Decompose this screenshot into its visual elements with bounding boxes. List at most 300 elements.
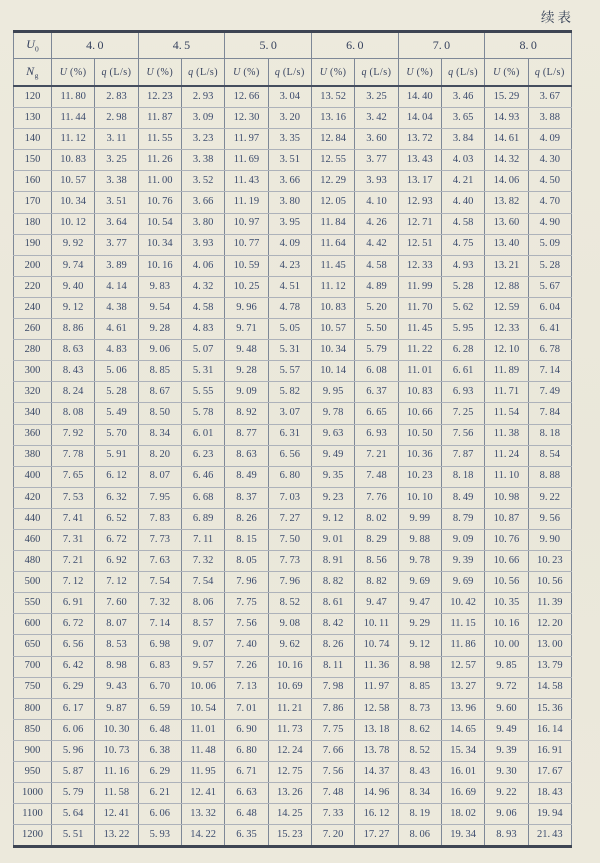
value-cell: 9. 95 — [311, 382, 354, 403]
value-cell: 5. 87 — [52, 762, 95, 783]
ne-cell: 340 — [14, 403, 52, 424]
value-cell: 15. 29 — [485, 86, 528, 108]
value-cell: 7. 54 — [181, 572, 224, 593]
value-cell: 4. 09 — [528, 129, 571, 150]
group-header-8.0: 8. 0 — [485, 32, 572, 59]
value-cell: 6. 71 — [225, 762, 268, 783]
value-cell: 7. 56 — [225, 614, 268, 635]
value-cell: 9. 72 — [485, 677, 528, 698]
value-cell: 6. 80 — [268, 466, 311, 487]
u-header-5.0 — [225, 59, 268, 87]
value-cell: 3. 60 — [355, 129, 398, 150]
value-cell: 5. 51 — [52, 825, 95, 847]
ne-cell: 440 — [14, 508, 52, 529]
value-cell: 9. 30 — [485, 762, 528, 783]
value-cell: 8. 05 — [225, 551, 268, 572]
value-cell: 8. 85 — [138, 361, 181, 382]
value-cell: 6. 29 — [138, 762, 181, 783]
value-cell: 11. 58 — [95, 783, 138, 804]
value-cell: 4. 38 — [95, 297, 138, 318]
value-cell: 5. 05 — [268, 319, 311, 340]
value-cell: 5. 31 — [181, 361, 224, 382]
value-cell: 6. 98 — [138, 635, 181, 656]
value-cell: 6. 63 — [225, 783, 268, 804]
value-cell: 10. 30 — [95, 719, 138, 740]
table-header — [14, 32, 572, 87]
value-cell: 7. 12 — [95, 572, 138, 593]
ng-subscript: g — [34, 71, 39, 80]
unit-label: (%) — [240, 66, 260, 78]
value-cell: 15. 23 — [268, 825, 311, 847]
value-cell: 10. 14 — [311, 361, 354, 382]
value-cell: 4. 70 — [528, 192, 571, 213]
value-cell: 9. 47 — [398, 593, 441, 614]
value-cell: 10. 42 — [441, 593, 484, 614]
value-cell: 7. 56 — [311, 762, 354, 783]
unit-label: (L/s) — [193, 66, 219, 78]
value-cell: 3. 77 — [355, 150, 398, 171]
value-cell: 9. 01 — [311, 529, 354, 550]
value-cell: 7. 33 — [311, 804, 354, 825]
value-cell: 10. 54 — [138, 213, 181, 234]
value-cell: 7. 92 — [52, 424, 95, 445]
value-cell: 6. 59 — [138, 698, 181, 719]
value-cell: 6. 72 — [95, 529, 138, 550]
value-cell: 11. 87 — [138, 108, 181, 129]
ne-cell: 200 — [14, 255, 52, 276]
u0-subscript: 0 — [34, 44, 39, 54]
value-cell: 13. 16 — [311, 108, 354, 129]
value-cell: 11. 89 — [485, 361, 528, 382]
value-cell: 6. 46 — [181, 466, 224, 487]
value-cell: 13. 00 — [528, 635, 571, 656]
unit-label: (%) — [327, 66, 347, 78]
value-cell: 8. 18 — [528, 424, 571, 445]
value-cell: 5. 55 — [181, 382, 224, 403]
value-cell: 12. 58 — [355, 698, 398, 719]
value-cell: 3. 35 — [268, 129, 311, 150]
unit-label: (%) — [154, 66, 174, 78]
value-cell: 6. 93 — [441, 382, 484, 403]
value-cell: 5. 82 — [268, 382, 311, 403]
value-cell: 11. 73 — [268, 719, 311, 740]
ne-cell: 550 — [14, 593, 52, 614]
unit-label: (L/s) — [540, 66, 565, 78]
value-cell: 17. 27 — [355, 825, 398, 847]
value-cell: 14. 04 — [398, 108, 441, 129]
table-row — [14, 297, 572, 318]
value-cell: 14. 25 — [268, 804, 311, 825]
u-header-4.0 — [52, 59, 95, 87]
value-cell: 11. 24 — [485, 445, 528, 466]
value-cell: 15. 36 — [528, 698, 571, 719]
value-cell: 7. 11 — [181, 529, 224, 550]
value-cell: 3. 67 — [528, 86, 571, 108]
value-cell: 8. 24 — [52, 382, 95, 403]
value-cell: 11. 21 — [268, 698, 311, 719]
value-cell: 10. 00 — [485, 635, 528, 656]
value-cell: 8. 79 — [441, 508, 484, 529]
value-cell: 10. 69 — [268, 677, 311, 698]
ne-cell: 460 — [14, 529, 52, 550]
value-cell: 14. 32 — [485, 150, 528, 171]
value-cell: 8. 85 — [398, 677, 441, 698]
value-cell: 7. 87 — [441, 445, 484, 466]
value-cell: 9. 39 — [485, 740, 528, 761]
q-symbol: q — [101, 66, 108, 78]
value-cell: 3. 38 — [181, 150, 224, 171]
value-cell: 6. 80 — [225, 740, 268, 761]
value-cell: 10. 23 — [398, 466, 441, 487]
value-cell: 13. 82 — [485, 192, 528, 213]
value-cell: 6. 56 — [268, 445, 311, 466]
u-symbol: U — [233, 66, 241, 78]
value-cell: 3. 07 — [268, 403, 311, 424]
value-cell: 9. 71 — [225, 319, 268, 340]
u-symbol: U — [406, 66, 415, 78]
q-symbol: q — [274, 66, 281, 78]
value-cell: 3. 65 — [441, 108, 484, 129]
ng-symbol: N — [26, 64, 35, 78]
value-cell: 5. 79 — [355, 340, 398, 361]
ne-cell: 280 — [14, 340, 52, 361]
ne-cell: 380 — [14, 445, 52, 466]
value-cell: 9. 07 — [181, 635, 224, 656]
value-cell: 5. 78 — [181, 403, 224, 424]
value-cell: 3. 46 — [441, 86, 484, 108]
table-row — [14, 593, 572, 614]
value-cell: 13. 26 — [268, 783, 311, 804]
value-cell: 6. 28 — [441, 340, 484, 361]
value-cell: 14. 37 — [355, 762, 398, 783]
table-body — [14, 86, 572, 847]
value-cell: 11. 01 — [181, 719, 224, 740]
value-cell: 6. 01 — [181, 424, 224, 445]
value-cell: 3. 52 — [181, 171, 224, 192]
value-cell: 8. 06 — [398, 825, 441, 847]
value-cell: 3. 23 — [181, 129, 224, 150]
value-cell: 10. 98 — [485, 487, 528, 508]
table-row — [14, 171, 572, 192]
value-cell: 5. 28 — [95, 382, 138, 403]
value-cell: 6. 37 — [355, 382, 398, 403]
value-cell: 13. 18 — [355, 719, 398, 740]
value-cell: 19. 34 — [441, 825, 484, 847]
u-symbol: U — [319, 66, 328, 78]
value-cell: 12. 51 — [398, 234, 441, 255]
value-cell: 12. 24 — [268, 740, 311, 761]
value-cell: 11. 45 — [311, 255, 354, 276]
value-cell: 7. 66 — [311, 740, 354, 761]
value-cell: 8. 19 — [398, 804, 441, 825]
table-row — [14, 255, 572, 276]
value-cell: 9. 22 — [528, 487, 571, 508]
value-cell: 9. 69 — [441, 572, 484, 593]
value-cell: 10. 12 — [52, 213, 95, 234]
value-cell: 8. 86 — [52, 319, 95, 340]
value-cell: 8. 02 — [355, 508, 398, 529]
value-cell: 2. 98 — [95, 108, 138, 129]
value-cell: 9. 09 — [225, 382, 268, 403]
value-cell: 14. 40 — [398, 86, 441, 108]
value-cell: 11. 16 — [95, 762, 138, 783]
value-cell: 4. 78 — [268, 297, 311, 318]
value-cell: 4. 06 — [181, 255, 224, 276]
ne-cell: 420 — [14, 487, 52, 508]
ne-cell: 160 — [14, 171, 52, 192]
value-cell: 8. 07 — [138, 466, 181, 487]
table-row — [14, 424, 572, 445]
value-cell: 8. 98 — [398, 656, 441, 677]
value-cell: 13. 21 — [485, 255, 528, 276]
q-header-7.0 — [441, 59, 484, 87]
value-cell: 7. 21 — [52, 551, 95, 572]
table-row — [14, 192, 572, 213]
value-cell: 11. 15 — [441, 614, 484, 635]
value-cell: 11. 44 — [52, 108, 95, 129]
value-cell: 8. 29 — [355, 529, 398, 550]
value-cell: 12. 93 — [398, 192, 441, 213]
table-row — [14, 783, 572, 804]
value-cell: 9. 12 — [398, 635, 441, 656]
value-cell: 6. 56 — [52, 635, 95, 656]
ne-cell: 360 — [14, 424, 52, 445]
value-cell: 9. 54 — [138, 297, 181, 318]
table-row — [14, 572, 572, 593]
value-cell: 8. 63 — [225, 445, 268, 466]
value-cell: 8. 49 — [441, 487, 484, 508]
value-cell: 6. 06 — [52, 719, 95, 740]
group-header-4.0: 4. 0 — [52, 32, 139, 59]
value-cell: 7. 63 — [138, 551, 181, 572]
value-cell: 3. 93 — [355, 171, 398, 192]
value-cell: 12. 84 — [311, 129, 354, 150]
table-row — [14, 108, 572, 129]
value-cell: 8. 06 — [181, 593, 224, 614]
value-cell: 11. 99 — [398, 276, 441, 297]
value-cell: 9. 62 — [268, 635, 311, 656]
table-row — [14, 276, 572, 297]
value-cell: 8. 62 — [398, 719, 441, 740]
value-cell: 11. 69 — [225, 150, 268, 171]
value-cell: 10. 73 — [95, 740, 138, 761]
ne-cell: 600 — [14, 614, 52, 635]
u-symbol: U — [493, 66, 501, 78]
value-cell: 9. 88 — [398, 529, 441, 550]
u-symbol: U — [146, 66, 155, 78]
group-header-4.5: 4. 5 — [138, 32, 225, 59]
value-cell: 7. 98 — [311, 677, 354, 698]
value-cell: 10. 35 — [485, 593, 528, 614]
value-cell: 8. 93 — [485, 825, 528, 847]
value-cell: 6. 83 — [138, 656, 181, 677]
value-cell: 8. 61 — [311, 593, 354, 614]
value-cell: 12. 66 — [225, 86, 268, 108]
value-cell: 10. 23 — [528, 551, 571, 572]
value-cell: 7. 27 — [268, 508, 311, 529]
value-cell: 4. 40 — [441, 192, 484, 213]
value-cell: 8. 34 — [398, 783, 441, 804]
value-cell: 9. 47 — [355, 593, 398, 614]
q-header-5.0 — [268, 59, 311, 87]
value-cell: 6. 90 — [225, 719, 268, 740]
value-cell: 10. 74 — [355, 635, 398, 656]
ne-cell: 500 — [14, 572, 52, 593]
value-cell: 8. 82 — [355, 572, 398, 593]
q-symbol: q — [361, 66, 367, 78]
u-symbol: U — [59, 66, 68, 78]
ne-cell: 170 — [14, 192, 52, 213]
value-cell: 11. 12 — [311, 276, 354, 297]
value-cell: 5. 95 — [441, 319, 484, 340]
value-cell: 9. 96 — [225, 297, 268, 318]
value-cell: 7. 13 — [225, 677, 268, 698]
value-cell: 9. 29 — [398, 614, 441, 635]
value-cell: 5. 91 — [95, 445, 138, 466]
value-cell: 21. 43 — [528, 825, 571, 847]
value-cell: 17. 67 — [528, 762, 571, 783]
value-cell: 4. 26 — [355, 213, 398, 234]
value-cell: 8. 50 — [138, 403, 181, 424]
value-cell: 11. 12 — [52, 129, 95, 150]
value-cell: 11. 71 — [485, 382, 528, 403]
value-cell: 7. 48 — [355, 466, 398, 487]
value-cell: 6. 35 — [225, 825, 268, 847]
value-cell: 6. 89 — [181, 508, 224, 529]
table-row — [14, 213, 572, 234]
value-cell: 11. 64 — [311, 234, 354, 255]
table-row — [14, 825, 572, 847]
value-cell: 10. 25 — [225, 276, 268, 297]
value-cell: 8. 43 — [52, 361, 95, 382]
value-cell: 8. 53 — [95, 635, 138, 656]
value-cell: 8. 49 — [225, 466, 268, 487]
q-header-6.0 — [355, 59, 398, 87]
value-cell: 7. 03 — [268, 487, 311, 508]
value-cell: 4. 93 — [441, 255, 484, 276]
value-cell: 6. 68 — [181, 487, 224, 508]
value-cell: 3. 51 — [95, 192, 138, 213]
table-row — [14, 129, 572, 150]
value-cell: 4. 23 — [268, 255, 311, 276]
ne-cell: 130 — [14, 108, 52, 129]
value-cell: 8. 42 — [311, 614, 354, 635]
value-cell: 7. 01 — [225, 698, 268, 719]
value-cell: 4. 58 — [441, 213, 484, 234]
value-cell: 9. 40 — [52, 276, 95, 297]
value-cell: 13. 52 — [311, 86, 354, 108]
table-row — [14, 487, 572, 508]
value-cell: 9. 12 — [52, 297, 95, 318]
value-cell: 8. 91 — [311, 551, 354, 572]
value-cell: 8. 52 — [398, 740, 441, 761]
value-cell: 4. 10 — [355, 192, 398, 213]
value-cell: 10. 56 — [528, 572, 571, 593]
value-cell: 4. 51 — [268, 276, 311, 297]
value-cell: 5. 62 — [441, 297, 484, 318]
value-cell: 7. 54 — [138, 572, 181, 593]
value-cell: 10. 66 — [398, 403, 441, 424]
value-cell: 13. 17 — [398, 171, 441, 192]
u-header-6.0 — [311, 59, 354, 87]
ne-cell: 320 — [14, 382, 52, 403]
value-cell: 9. 39 — [441, 551, 484, 572]
ne-cell: 220 — [14, 276, 52, 297]
unit-label: (%) — [67, 66, 87, 78]
value-cell: 16. 14 — [528, 719, 571, 740]
value-cell: 10. 76 — [485, 529, 528, 550]
value-cell: 4. 03 — [441, 150, 484, 171]
value-cell: 9. 12 — [311, 508, 354, 529]
value-cell: 10. 83 — [398, 382, 441, 403]
value-cell: 2. 93 — [181, 86, 224, 108]
value-cell: 6. 78 — [528, 340, 571, 361]
value-cell: 8. 57 — [181, 614, 224, 635]
value-cell: 9. 28 — [138, 319, 181, 340]
value-cell: 8. 37 — [225, 487, 268, 508]
value-cell: 7. 65 — [52, 466, 95, 487]
unit-label: (L/s) — [107, 66, 132, 78]
value-cell: 10. 16 — [138, 255, 181, 276]
value-cell: 11. 19 — [225, 192, 268, 213]
value-cell: 5. 64 — [52, 804, 95, 825]
value-cell: 6. 91 — [52, 593, 95, 614]
value-cell: 13. 78 — [355, 740, 398, 761]
value-cell: 9. 92 — [52, 234, 95, 255]
value-cell: 8. 98 — [95, 656, 138, 677]
value-cell: 11. 36 — [355, 656, 398, 677]
value-cell: 11. 38 — [485, 424, 528, 445]
unit-label: (L/s) — [453, 66, 479, 78]
table-row — [14, 719, 572, 740]
sub-header-row — [14, 59, 572, 87]
value-cell: 10. 10 — [398, 487, 441, 508]
value-cell: 6. 12 — [95, 466, 138, 487]
value-cell: 5. 93 — [138, 825, 181, 847]
value-cell: 14. 96 — [355, 783, 398, 804]
value-cell: 12. 88 — [485, 276, 528, 297]
value-cell: 7. 49 — [528, 382, 571, 403]
value-cell: 9. 78 — [311, 403, 354, 424]
value-cell: 7. 25 — [441, 403, 484, 424]
value-cell: 12. 10 — [485, 340, 528, 361]
value-cell: 7. 60 — [95, 593, 138, 614]
value-cell: 6. 41 — [528, 319, 571, 340]
value-cell: 16. 69 — [441, 783, 484, 804]
value-cell: 9. 87 — [95, 698, 138, 719]
value-cell: 8. 26 — [225, 508, 268, 529]
value-cell: 9. 63 — [311, 424, 354, 445]
value-cell: 10. 34 — [52, 192, 95, 213]
ne-cell: 480 — [14, 551, 52, 572]
value-cell: 6. 23 — [181, 445, 224, 466]
value-cell: 11. 26 — [138, 150, 181, 171]
value-cell: 3. 42 — [355, 108, 398, 129]
value-cell: 4. 90 — [528, 213, 571, 234]
value-cell: 5. 06 — [95, 361, 138, 382]
value-cell: 10. 83 — [311, 297, 354, 318]
value-cell: 8. 11 — [311, 656, 354, 677]
ne-cell: 1200 — [14, 825, 52, 847]
value-cell: 9. 06 — [138, 340, 181, 361]
value-cell: 8. 73 — [398, 698, 441, 719]
value-cell: 10. 36 — [398, 445, 441, 466]
value-cell: 11. 86 — [441, 635, 484, 656]
value-cell: 3. 25 — [355, 86, 398, 108]
ne-cell: 850 — [14, 719, 52, 740]
unit-label: (%) — [414, 66, 434, 78]
value-cell: 9. 49 — [311, 445, 354, 466]
